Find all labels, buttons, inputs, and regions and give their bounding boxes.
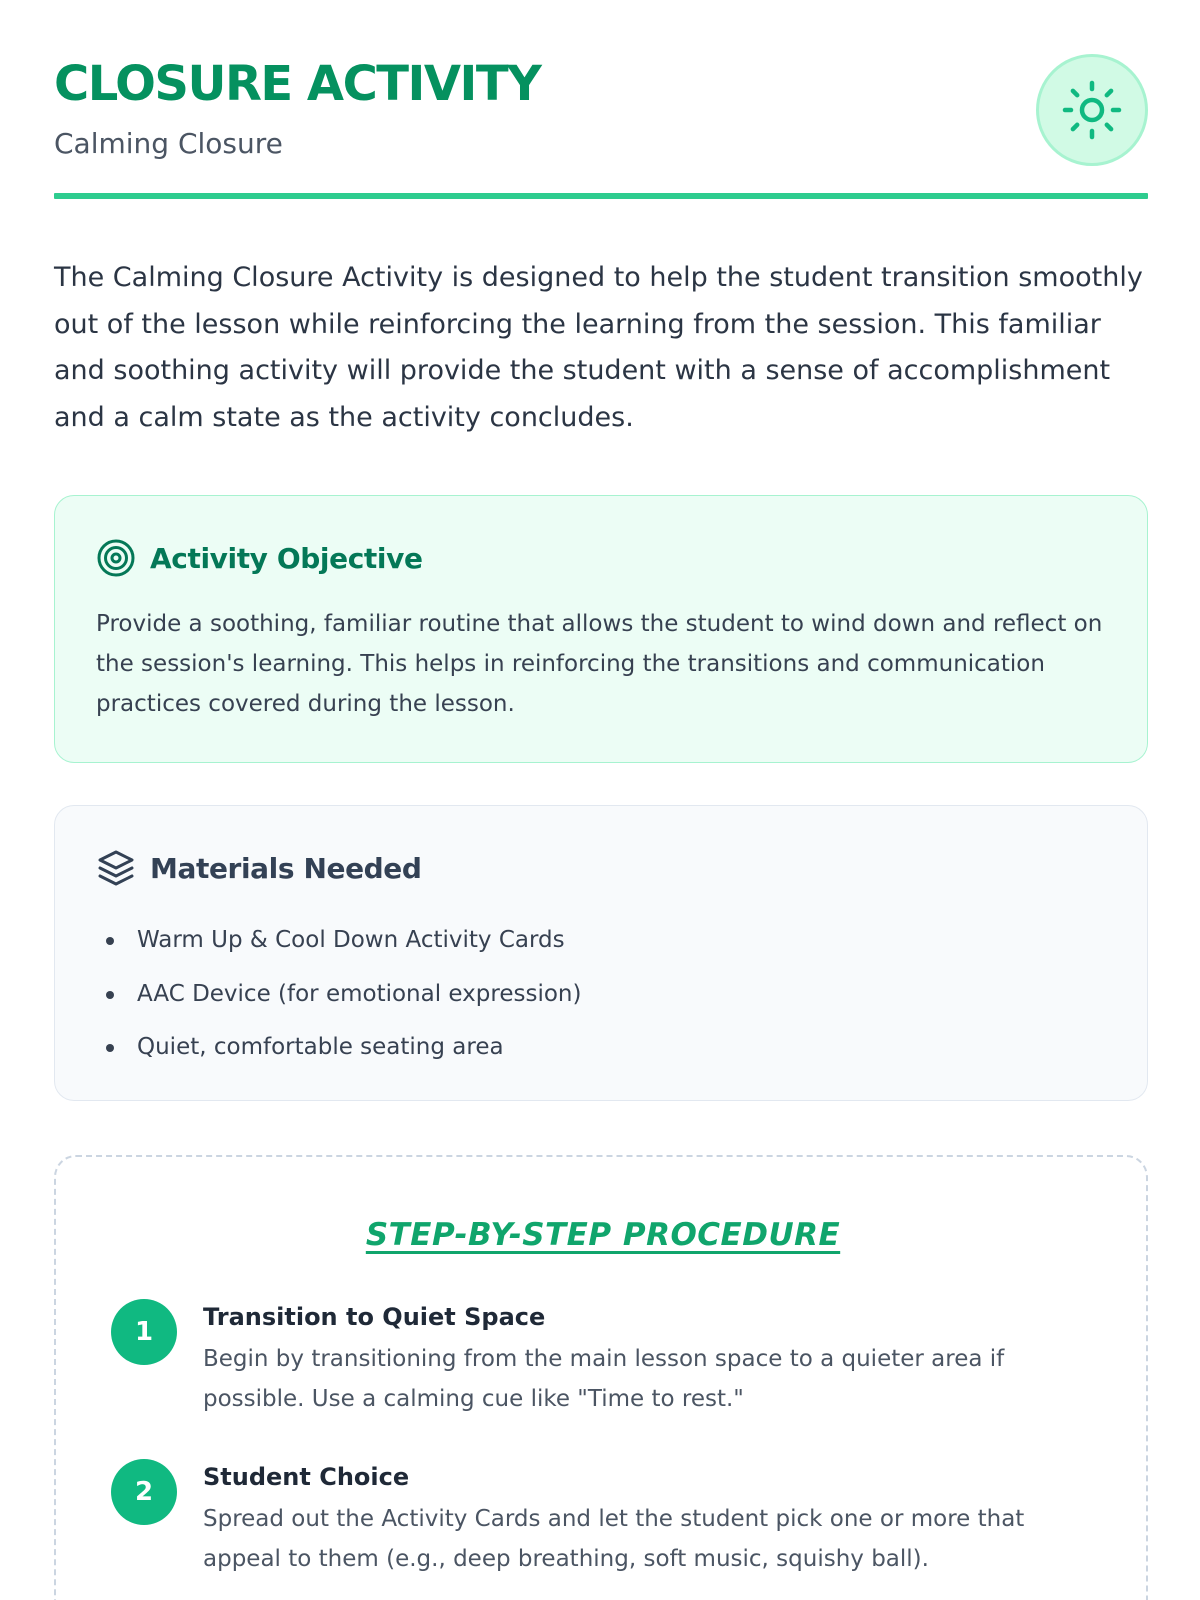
materials-card [54,805,1148,1101]
objective-heading: Activity Objective [150,541,423,575]
layers-icon [96,848,136,888]
procedure-title: STEP-BY-STEP PROCEDURE [365,1217,841,1253]
objective-header [96,536,423,580]
step-title: Transition to Quiet Space [203,1303,546,1331]
sun-badge [1036,54,1148,166]
page-subtitle: Calming Closure [54,127,283,160]
step-number-badge: 2 [111,1459,177,1525]
procedure-section [54,1155,1148,1600]
list-item: AAC Device (for emotional expression) [96,968,581,1022]
target-icon [96,538,136,578]
objective-card [54,495,1148,763]
list-item: Quiet, comfortable seating area [96,1021,581,1075]
objective-text: Provide a soothing, familiar routine that allows the student to wind down and reflect on the session's learning. This helps in reinforcing the transitions and communication practices covered during the lesson. [96,611,1103,717]
page-title: CLOSURE ACTIVITY [54,56,541,112]
closure-activity-page [54,0,1148,1600]
materials-header [96,846,422,890]
step-text: Spread out the Activity Cards and let the student pick one or more that appeal to them (e.g., deep breathing, soft music, squishy ball). [203,1506,1025,1572]
header-divider [54,193,1148,199]
step-number-badge: 1 [111,1299,177,1365]
step-title: Student Choice [203,1463,410,1491]
list-item: Warm Up & Cool Down Activity Cards [96,914,581,968]
intro-paragraph: The Calming Closure Activity is designed to help the student transition smoothly out of the lesson while reinforcing the learning from the session. This familiar and soothing activity will provide the student with a sense of accomplishment and a calm state as the activity concludes. [54,262,1143,433]
materials-heading: Materials Needed [150,851,422,885]
sun-icon [1060,78,1124,142]
page-header [54,52,1148,202]
step-text: Begin by transitioning from the main lesson space to a quieter area if possible. Use a calming cue like "Time to rest." [203,1346,1005,1412]
materials-list [96,914,581,1075]
